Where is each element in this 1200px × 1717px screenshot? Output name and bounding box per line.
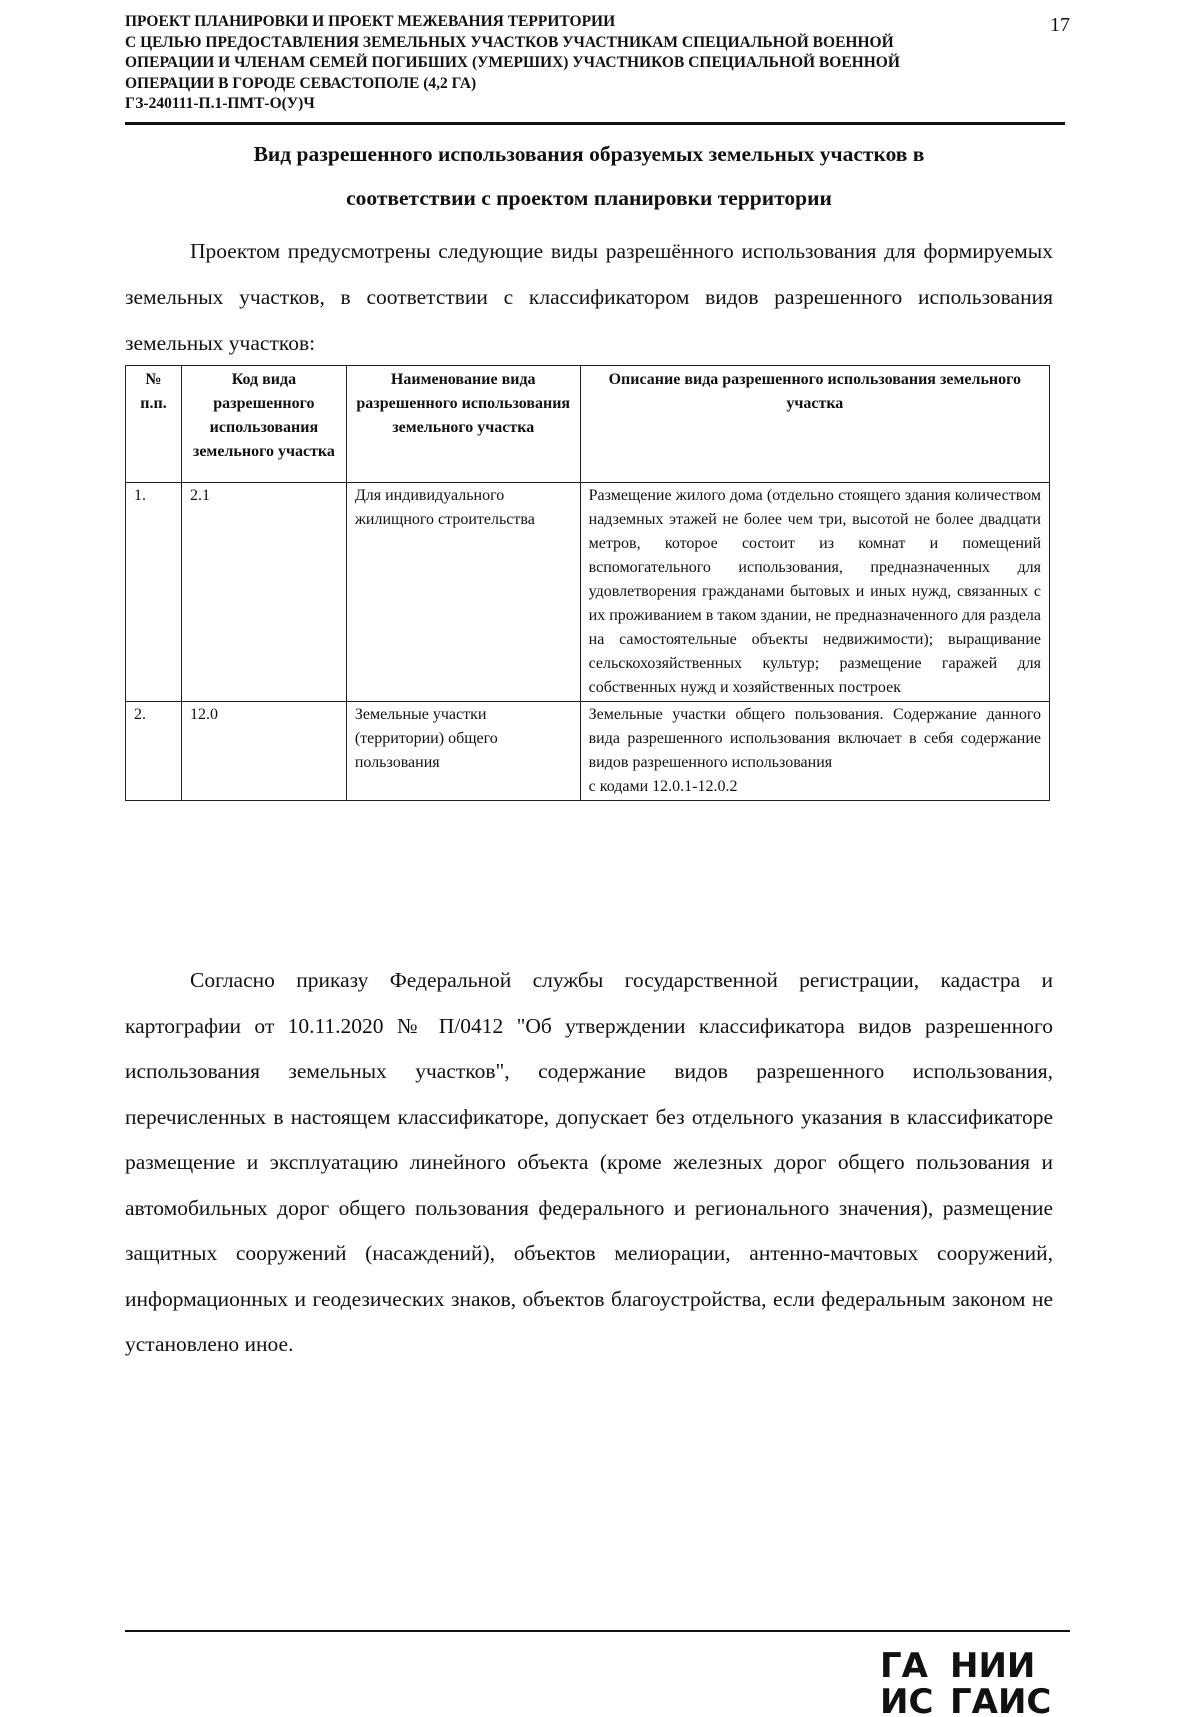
- row-code: 2.1: [181, 483, 346, 702]
- header-divider: [125, 122, 1065, 125]
- row-number: 2.: [126, 702, 182, 801]
- row-name: Земельные участки (территории) общего пользования: [346, 702, 580, 801]
- logo-text-gais: ГАИС: [950, 1682, 1052, 1715]
- row-description: [580, 702, 1049, 801]
- logo-text-nii: НИИ: [950, 1646, 1036, 1686]
- header-code: Код вида разрешенного использования земельного участка: [181, 366, 346, 483]
- header-description: Описание вида разрешенного использования земельного участка: [580, 366, 1049, 483]
- body-text: Согласно приказу Федеральной службы государственной регистрации, кадастра и картографии от 10.11.2020 № П/0412 "Об утверждении классификатора видов разрешенного использования земельных участков", содержание видов разрешенного использования, перечисленных в настоящем классификаторе, допускает без отдельного указания в классификаторе размещение и эксплуатацию линейного объекта (кроме железных дорог общего пользования и автомобильных дорог общего пользования федерального и регионального значения), размещение защитных сооружений (насаждений), объектов мелиорации, антенно-мачтовых сооружений, информационных и геодезических знаков, объектов благоустройства, если федеральным законом не установлено иное.: [125, 968, 1053, 1356]
- body-paragraph: [125, 958, 1053, 1368]
- logo-text-ga: ГА: [880, 1646, 928, 1686]
- header-line-2: С ЦЕЛЬЮ ПРЕДОСТАВЛЕНИЯ ЗЕМЕЛЬНЫХ УЧАСТКОВ УЧАСТНИКАМ СПЕЦИАЛЬНОЙ ВОЕННОЙ: [125, 33, 894, 51]
- document-header: [125, 12, 1025, 115]
- table-row: [126, 483, 1050, 702]
- nii-gais-logo: [880, 1645, 1060, 1715]
- table-row: [126, 702, 1050, 801]
- header-name: Наименование вида разрешенного использования земельного участка: [346, 366, 580, 483]
- row-name: Для индивидуального жилищного строительства: [346, 483, 580, 702]
- header-number: № п.п.: [126, 366, 182, 483]
- table-header-row: [126, 366, 1050, 483]
- section-title-line-2: соответствии с проектом планировки территории: [346, 186, 832, 210]
- row-number: 1.: [126, 483, 182, 702]
- logo-text-is: ИС: [880, 1682, 934, 1715]
- intro-paragraph: [125, 228, 1053, 366]
- row-code: 12.0: [181, 702, 346, 801]
- page-number: 17: [1050, 14, 1070, 36]
- row-description-codes: с кодами 12.0.1-12.0.2: [588, 778, 738, 795]
- document-code: ГЗ-240111-П.1-ПМТ-О(У)Ч: [125, 95, 315, 112]
- section-title-line-1: Вид разрешенного использования образуемых земельных участков в: [253, 142, 925, 166]
- intro-text: Проектом предусмотрены следующие виды разрешённого использования для формируемых земельных участков, в соответствии с классификатором видов разрешенного использования земельных участков:: [125, 239, 1053, 355]
- row-description-text: Земельные участки общего пользования. Содержание данного вида разрешенного использования включает в себя содержание видов разрешенного использования: [588, 706, 1041, 771]
- row-description: Размещение жилого дома (отдельно стоящего здания количеством надземных этажей не более чем три, высотой не более двадцати метров, которое состоит из комнат и помещений вспомогательного использования, предназначенных для удовлетворения гражданами бытовых и иных нужд, связанных с их проживанием в таком здании, не предназначенного для раздела на самостоятельные объекты недвижимости); выращивание сельскохозяйственных культур; размещение гаражей для собственных нужд и хозяйственных построек: [580, 483, 1049, 702]
- header-line-1: ПРОЕКТ ПЛАНИРОВКИ И ПРОЕКТ МЕЖЕВАНИЯ ТЕРРИТОРИИ: [125, 13, 616, 30]
- header-line-4: ОПЕРАЦИИ В ГОРОДЕ СЕВАСТОПОЛЕ (4,2 ГА): [125, 74, 477, 92]
- land-use-table: [125, 365, 1050, 801]
- header-line-3: ОПЕРАЦИИ И ЧЛЕНАМ СЕМЕЙ ПОГИБШИХ (УМЕРШИХ) УЧАСТНИКОВ СПЕЦИАЛЬНОЙ ВОЕННОЙ: [125, 54, 900, 71]
- footer-divider: [125, 1630, 1070, 1632]
